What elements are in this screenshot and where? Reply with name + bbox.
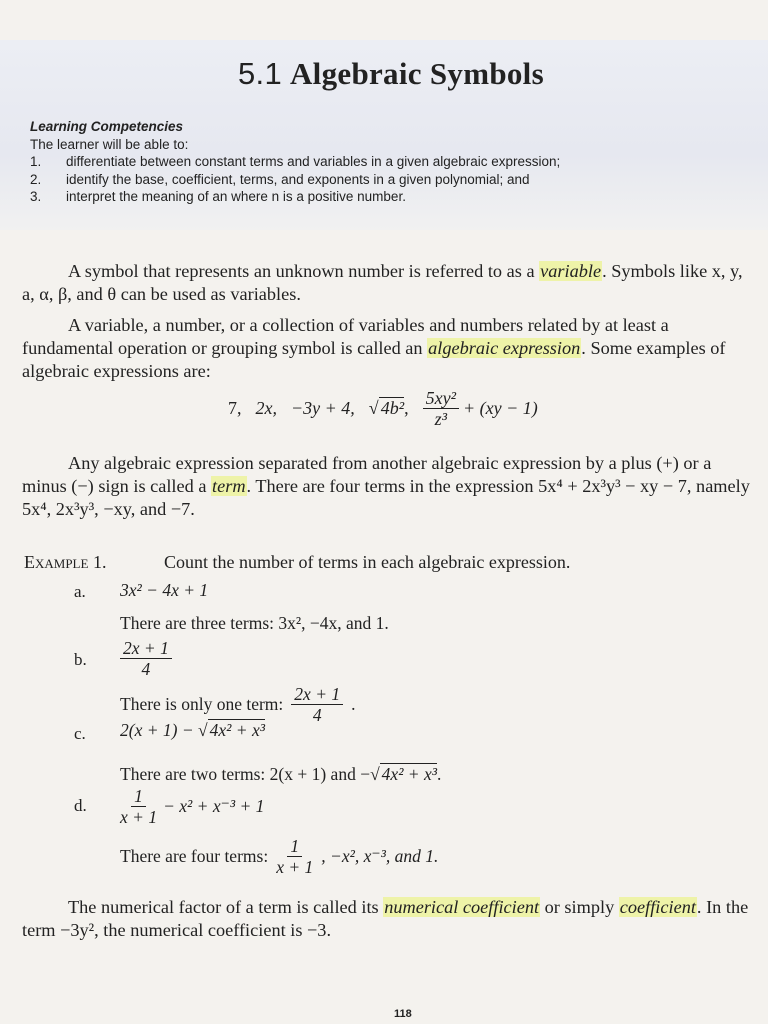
highlight-term: term <box>212 476 246 496</box>
item-b-label: b. <box>74 650 87 669</box>
expression-examples: 7, 2x, −3y + 4, √ 4b², $\frac{\text{5xy²}}{\text{z³}}$ + (xy − 1) <box>228 388 538 429</box>
paragraph-variable: A symbol that represents an unknown number is referred to as a variable. Symbols like x, y, a, α, β, and θ can be used as variables. <box>22 261 743 304</box>
item-c-label: c. <box>74 724 86 743</box>
fraction-expression: $\frac{\text{5xy²}}{\text{z³}}$ + (xy − 1) <box>423 388 538 429</box>
page-number: 118 <box>394 1008 412 1020</box>
item-a-answer: There are three terms: 3x², −4x, and 1. <box>120 613 389 633</box>
item-d-label: d. <box>74 796 87 815</box>
example-prompt: Count the number of terms in each algebraic expression. <box>164 552 571 572</box>
item-c-expression: 2(x + 1) − √ 4x² + x³ <box>120 720 265 740</box>
highlight-numerical-coefficient: numerical coefficient <box>384 897 540 917</box>
example-heading <box>24 552 570 573</box>
item-b-expression: $\frac{2x + 1}{4}$ <box>120 638 172 679</box>
section-title-text: Algebraic Symbols <box>290 56 544 91</box>
sqrt-expression: √ 4b², <box>368 398 409 418</box>
learning-competencies <box>30 118 560 206</box>
item-d-answer: There are four terms: $\frac{1}{x + 1}$ , −x², x⁻³, and 1. <box>120 836 439 877</box>
item-b-answer: There is only one term: $\frac{2x + 1}{4}$ . <box>120 684 356 725</box>
section-number: 5.1 <box>238 56 282 91</box>
section-title <box>238 56 544 92</box>
item-d-expression: $\frac{1}{x + 1}$ − x² + x⁻³ + 1 <box>120 786 265 827</box>
paragraph-algebraic-expression: A variable, a number, or a collection of variables and numbers related by at least a fundamental operation or grouping symbol is called an algebraic expression. Some examples of algebraic expressions are: <box>22 315 726 381</box>
item-a-expression: 3x² − 4x + 1 <box>120 580 209 600</box>
paragraph-coefficient: The numerical factor of a term is called its numerical coefficient or simply coefficient. In the term −3y², the numerical coefficient is −3. <box>22 897 749 940</box>
highlight-variable: variable <box>540 261 602 281</box>
competencies-heading: Learning Competencies <box>30 119 184 134</box>
competencies-intro: The learner will be able to: <box>30 136 189 152</box>
example-label: Example 1. <box>24 552 107 572</box>
item-a-label: a. <box>74 582 86 601</box>
paragraph-term: Any algebraic expression separated from another algebraic expression by a plus (+) or a minus (−) sign is called a term. There are four terms in the expression 5x⁴ + 2x³y³ − xy − 7, namely 5x⁴, 2x³y³, −xy, and −7. <box>22 453 750 519</box>
item-c-answer: There are two terms: 2(x + 1) and −√ 4x² + x³. <box>120 764 442 784</box>
highlight-coefficient: coefficient <box>619 897 696 917</box>
competency-item: 1. differentiate between constant terms and variables in a given algebraic expression; <box>30 154 561 169</box>
competency-item: 2. identify the base, coefficient, terms, and exponents in a given polynomial; and <box>30 171 530 187</box>
highlight-algebraic-expression: algebraic expression <box>428 338 581 358</box>
competency-item: 3. interpret the meaning of an where n is a positive number. <box>30 189 406 204</box>
